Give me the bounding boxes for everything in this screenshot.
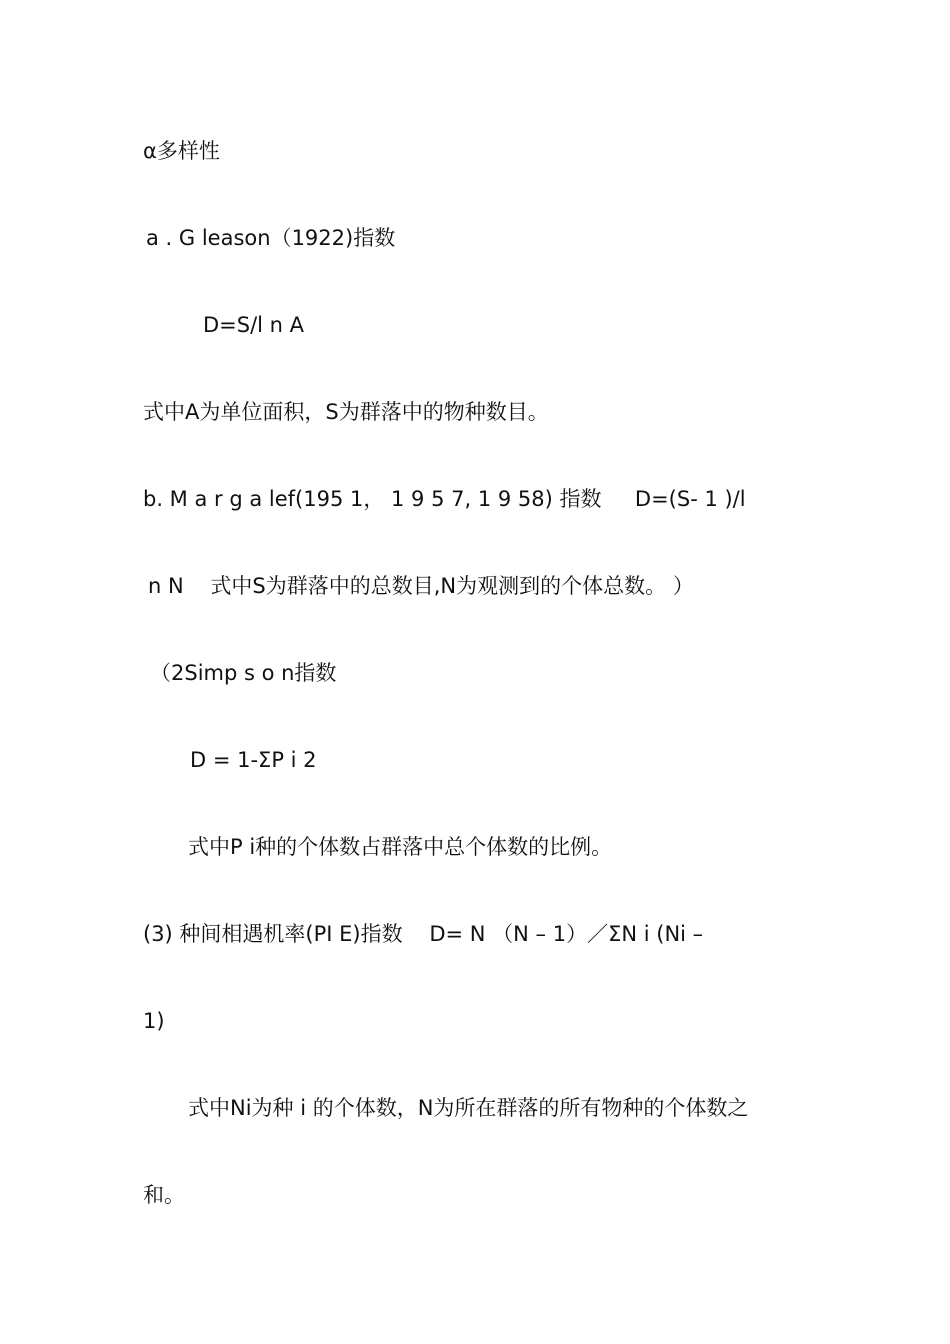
pie-description-end: 和。 bbox=[143, 1183, 185, 1207]
pie-index-line: (3) 种间相遇机率(PI E)指数 ‌ ‌ ‌ D= N （N – 1）／ΣN i (Ni – bbox=[143, 922, 704, 946]
margalef-index-line: b. M a r g a lef(195 1， 1 9 5 7, 1 9 58) 指数 ‌ ‌ ‌ ‌ D=(S- 1 )/l bbox=[143, 487, 746, 511]
simpson-description: 式中P i种的个体数占群落中总个体数的比例。 bbox=[188, 835, 613, 859]
simpson-formula: D = 1-ΣP i 2 bbox=[190, 748, 317, 772]
gleason-description: 式中A为单位面积，S为群落中的物种数目。 bbox=[143, 400, 549, 424]
simpson-index-title: （2Simp s o n指数 bbox=[150, 661, 337, 685]
margalef-description-line: n N ‌ ‌ ‌ 式中S为群落中的总数目,N为观测到的个体总数。 ） bbox=[148, 574, 694, 598]
pie-formula-continuation: 1) bbox=[143, 1009, 165, 1033]
heading-alpha-diversity: α多样性 bbox=[143, 139, 220, 163]
pie-description-line: 式中Ni为种 i 的个体数，N为所在群落的所有物种的个体数之 bbox=[188, 1096, 749, 1120]
gleason-formula: D=S/l n A bbox=[203, 313, 305, 337]
gleason-index-title: a . G leason（1922)指数 bbox=[146, 226, 396, 250]
